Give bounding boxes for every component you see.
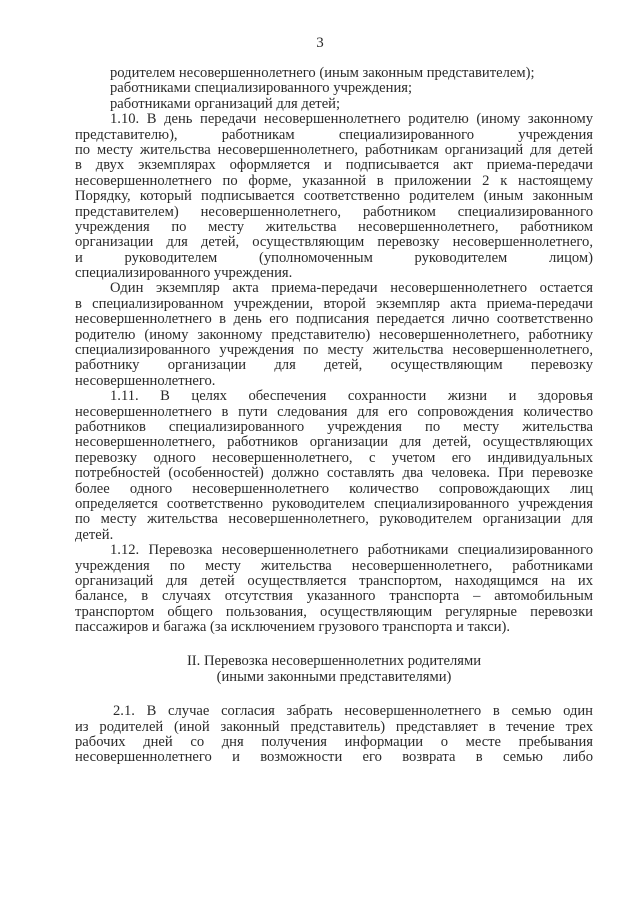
text-line: несовершеннолетнего в пути следования для его сопровождения количество [75, 403, 593, 420]
text-line: более одного несовершеннолетнего количество сопровождающих лиц [75, 480, 593, 497]
text-line: учреждения по месту жительства несовершеннолетнего, работником [75, 218, 593, 235]
text-line: учреждения по месту жительства несовершеннолетнего, работниками [75, 557, 593, 574]
text-line: пассажиров и багажа (за исключением грузового транспорта и такси). [75, 619, 511, 636]
text-line: рабочих дней со дня получения информации о месте пребывания [75, 734, 593, 751]
text-line: 2.1. В случае согласия забрать несовершеннолетнего в семью один [113, 703, 593, 720]
text-line: по месту жительства несовершеннолетнего, руководителем организации для [75, 511, 593, 528]
section-heading-line-1: II. Перевозка несовершеннолетних родителями [186, 653, 482, 670]
spacer [75, 685, 593, 704]
text-line: представителем) несовершеннолетнего, работником специализированного [75, 203, 593, 220]
text-line: родителю (иному законному представителю) несовершеннолетнего, работнику [75, 326, 593, 343]
spacer [75, 635, 593, 654]
text-line: перевозку одного несовершеннолетнего, с учетом его индивидуальных [75, 449, 593, 466]
text-line: из родителей (иной законный представитель) представляет в течение трех [75, 718, 593, 735]
text-line: детей. [75, 526, 114, 543]
text-line: родителем несовершеннолетнего (иным законным представителем); [110, 65, 535, 81]
text-line: представителю), работникам специализированного учреждения [75, 126, 593, 143]
text-line: в специализированном учреждении, второй экземпляр акта приема-передачи [75, 295, 593, 312]
text-line: 1.10. В день передачи несовершеннолетнего родителю (иному законному [110, 111, 593, 128]
paragraph [75, 543, 593, 635]
paragraph [75, 389, 593, 543]
text-line: 1.12. Перевозка несовершеннолетнего работниками специализированного [110, 542, 593, 559]
section-heading-line-2: (иными законными представителями) [216, 668, 452, 685]
text-line: работников специализированного учреждения по месту жительства [75, 418, 593, 435]
text-line: 1.11. В целях обеспечения сохранности жизни и здоровья [110, 388, 593, 405]
paragraph [75, 66, 593, 112]
text-line: по месту жительства несовершеннолетнего, работникам организаций для детей [75, 141, 593, 158]
text-line: несовершеннолетнего в день его подписания передается лично соответственно [75, 311, 593, 328]
page-number: 3 [316, 35, 324, 51]
text-line: несовершеннолетнего и возможности его возврата в семью либо [75, 749, 593, 766]
document-body [75, 66, 593, 766]
text-line: специализированного учреждения по месту жительства несовершеннолетнего, [75, 342, 593, 359]
text-line: несовершеннолетнего. [75, 372, 216, 389]
text-line: транспортом общего пользования, осуществляющим регулярные перевозки [75, 603, 593, 620]
text-line: балансе, в случаях отсутствия указанного транспорта – автомобильным [75, 588, 593, 605]
text-line: специализированного учреждения. [75, 265, 293, 282]
text-line: потребностей (особенностей) должно составлять два человека. При перевозке [75, 465, 593, 482]
text-line: несовершеннолетнего, работников организации для детей, осуществляющих [75, 434, 593, 451]
text-line: определяется соответственно руководителем специализированного учреждения [75, 495, 593, 512]
text-line: работниками специализированного учреждения; [110, 80, 413, 97]
text-line: в двух экземплярах оформляется и подписывается акт приема-передачи [75, 157, 593, 174]
text-line: организаций для детей осуществляется транспортом, находящимся на их [75, 572, 593, 589]
text-line: Порядку, который подписывается соответственно родителем (иным законным [75, 188, 593, 205]
text-line: работнику организации для детей, осуществляющим перевозку [75, 357, 593, 374]
paragraph [75, 112, 593, 281]
text-line: Один экземпляр акта приема-передачи несовершеннолетнего остается [110, 280, 593, 297]
text-line: и руководителем (уполномоченным руководителем лицом) [75, 249, 593, 266]
paragraph [75, 281, 593, 389]
text-line: несовершеннолетнего по форме, указанной в приложении 2 к настоящему [75, 172, 593, 189]
text-line: организации для детей, осуществляющим перевозку несовершеннолетнего, [75, 234, 593, 251]
numbered-clauses [75, 66, 593, 635]
clause-2-1 [75, 704, 593, 766]
text-line: работниками организаций для детей; [110, 95, 341, 112]
